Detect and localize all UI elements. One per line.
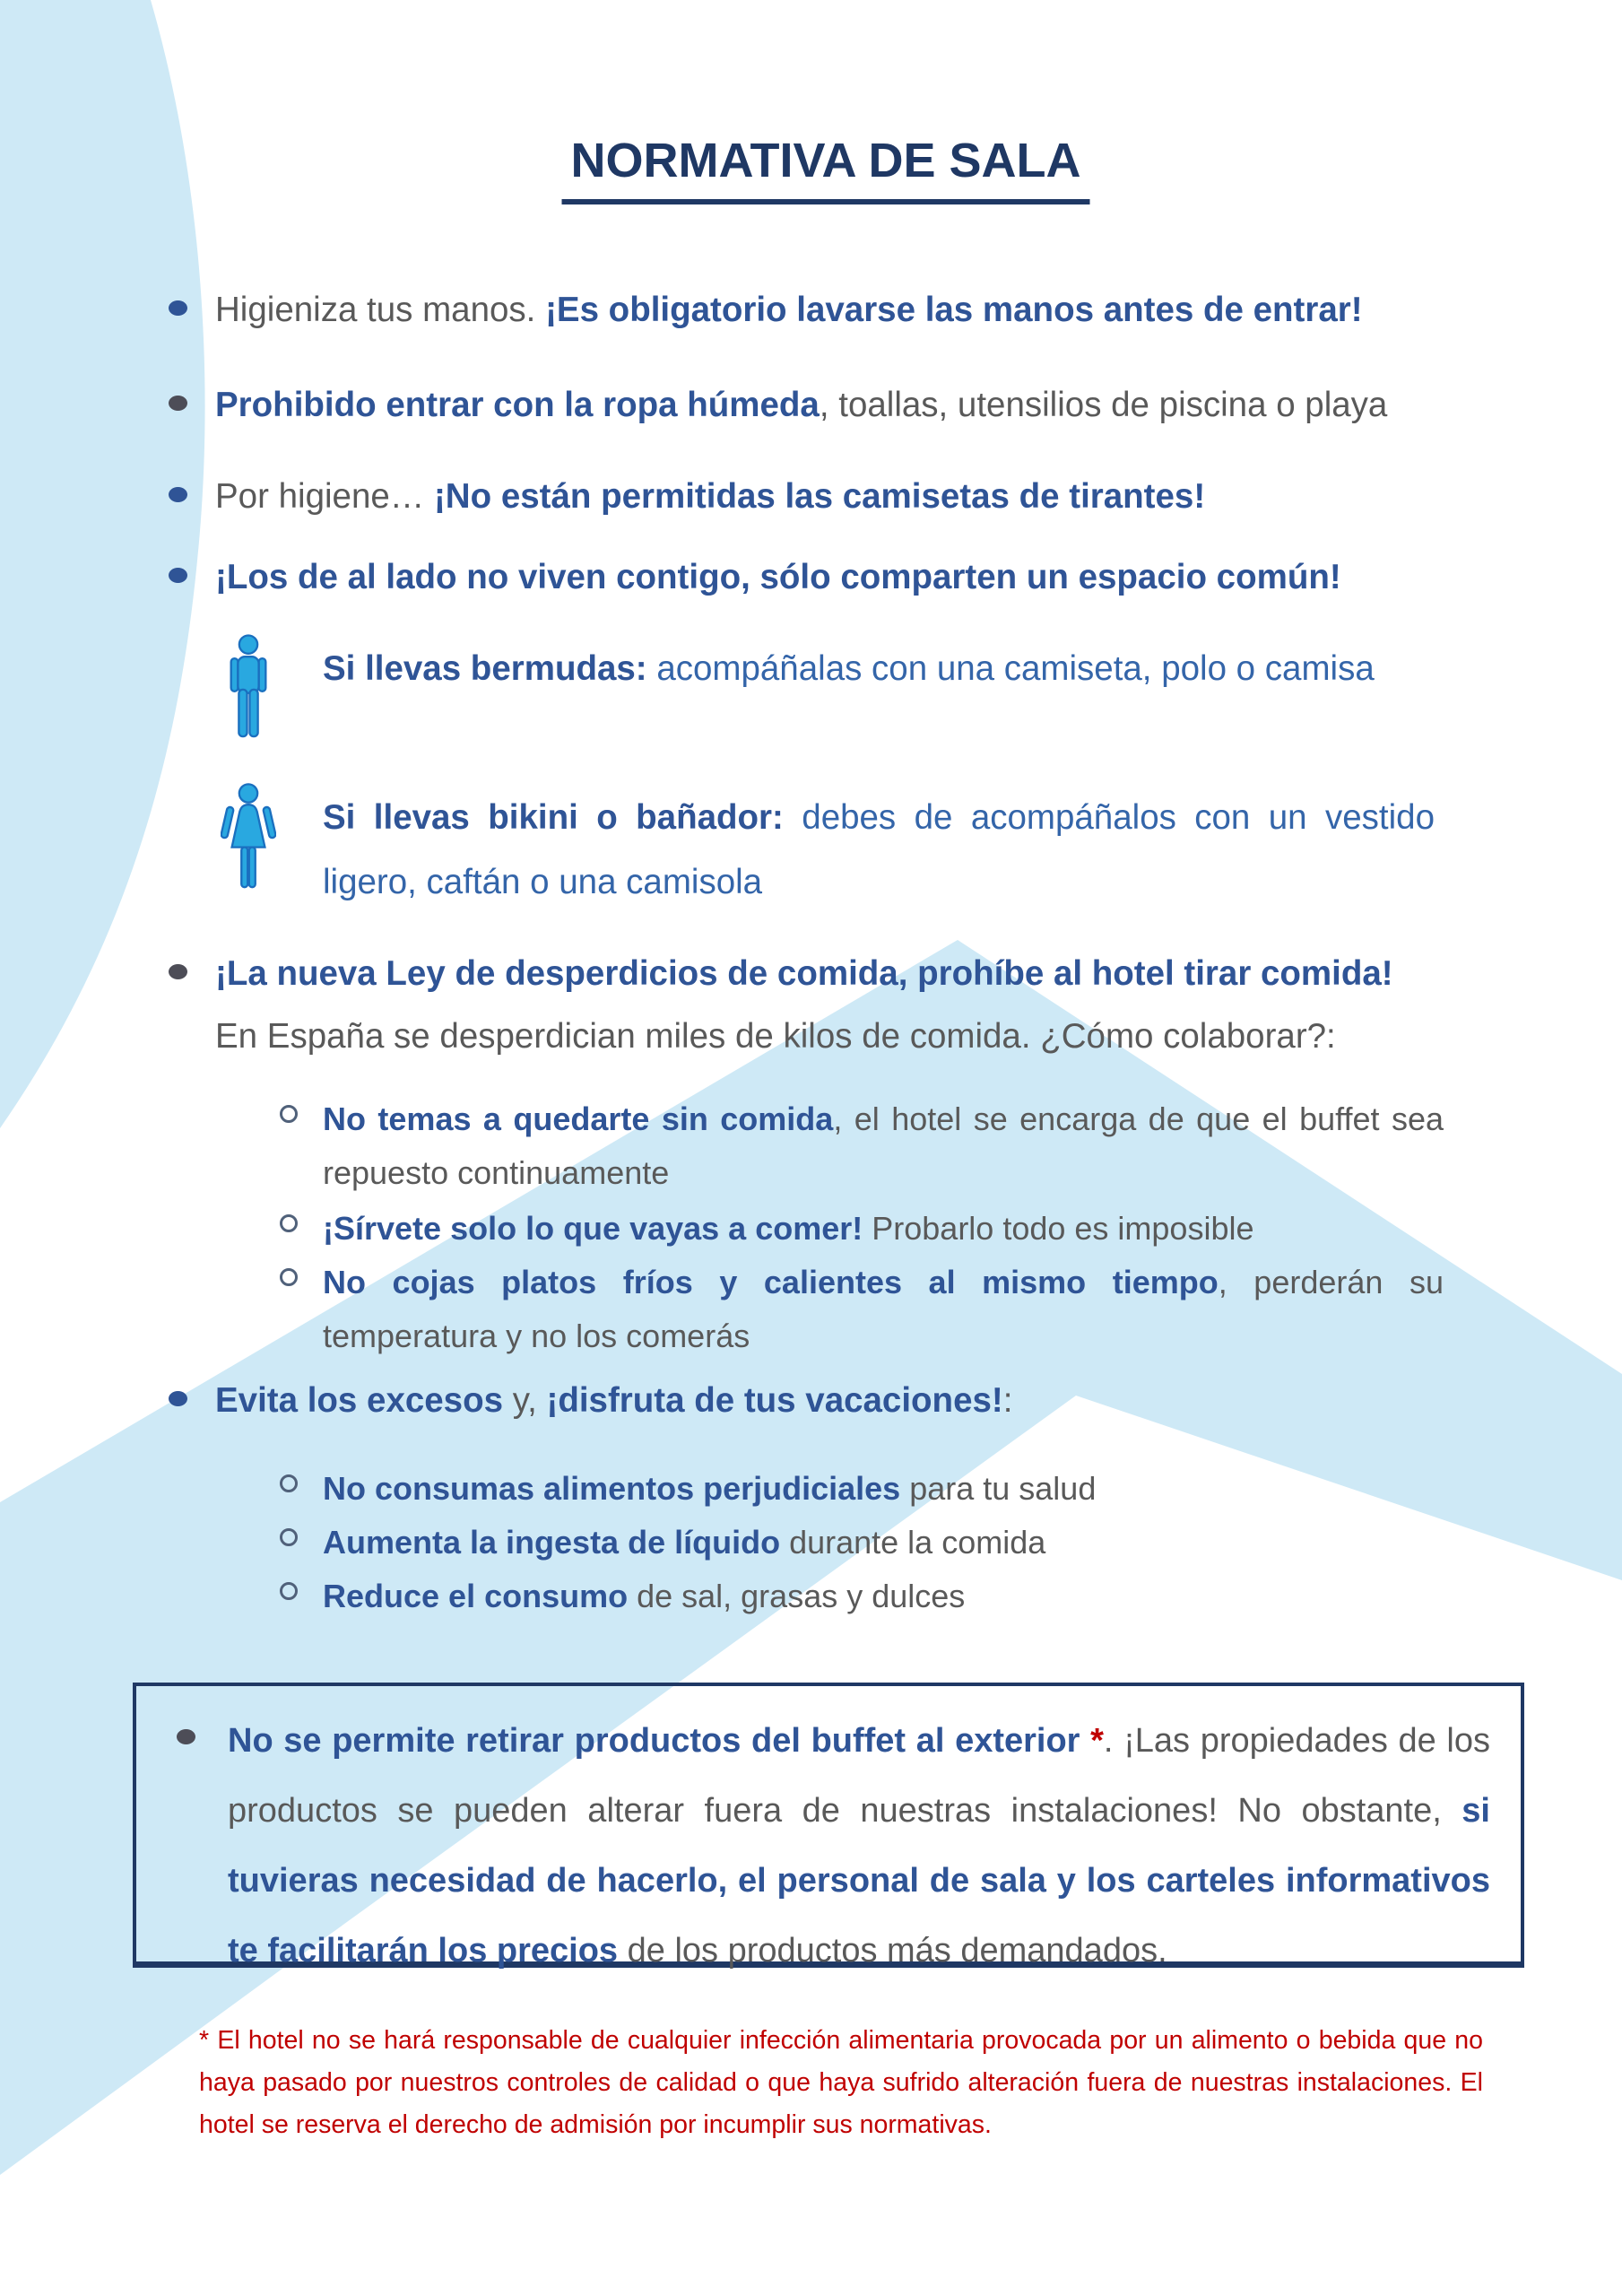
text-segment: y, <box>503 1381 547 1420</box>
text-segment: . <box>1103 1722 1124 1760</box>
no-takeout-text <box>228 1706 1490 1986</box>
text-segment: No cojas platos fríos y calientes al mismo tiempo <box>323 1264 1219 1300</box>
rule-text <box>215 384 1488 427</box>
rule-text <box>323 1100 1444 1191</box>
text-segment: ¡disfruta de tus vacaciones! <box>546 1381 1003 1420</box>
text-segment: si tuvieras necesidad de hacerlo, el personal de sala y los carteles informativos te facilitarán los precios <box>228 1792 1490 1970</box>
bullet-dot <box>169 396 187 411</box>
text-segment: durante la comida <box>780 1524 1046 1561</box>
rule-text <box>323 1470 1096 1507</box>
bullet-dot <box>169 568 187 583</box>
subrule-reduce-salt <box>323 1570 1444 1623</box>
rule-food-waste-law <box>215 952 1488 996</box>
woman-icon <box>221 782 276 891</box>
circle-bullet <box>280 1528 298 1546</box>
rule-hand-hygiene <box>215 289 1488 332</box>
rule-text <box>323 1578 965 1614</box>
subrule-buffet-restock <box>323 1092 1444 1200</box>
text-segment: Evita los excesos <box>215 1381 504 1420</box>
subrule-liquid-intake <box>323 1516 1444 1570</box>
rule-text <box>323 798 1435 901</box>
text-segment: No temas a quedarte sin comida <box>323 1100 834 1137</box>
bullet-dot <box>169 964 187 979</box>
rule-text <box>215 556 1488 599</box>
text-segment: ¡Los de al lado no viven contigo, sólo comparten un espacio común! <box>215 558 1341 596</box>
text-segment: , perderán su temperatura y no los comerás <box>323 1264 1444 1354</box>
rule-avoid-excess <box>215 1379 1488 1422</box>
rule-text <box>215 1379 1488 1422</box>
rule-bikini <box>323 786 1435 915</box>
text-segment: , toallas, utensilios de piscina o playa <box>819 386 1388 424</box>
rule-bermudas <box>323 637 1435 701</box>
bullet-dot <box>169 487 187 502</box>
text-segment: No consumas alimentos perjudiciales <box>323 1470 901 1507</box>
top-left-blob-shape <box>0 0 205 1128</box>
text-segment: ¡No están permitidas las camisetas de tirantes! <box>433 477 1206 516</box>
subrule-harmful-foods <box>323 1462 1444 1516</box>
text-segment: Reduce el consumo <box>323 1578 629 1614</box>
subrule-hot-cold-plates <box>323 1256 1444 1363</box>
text-segment: debes de acompáñalos con un vestido ligero, caftán o una camisola <box>323 798 1435 901</box>
text-segment: * <box>1090 1722 1104 1760</box>
bullet-dot <box>177 1729 195 1744</box>
man-icon <box>222 633 274 741</box>
rule-text <box>323 1210 1253 1247</box>
text-segment: Probarlo todo es imposible <box>872 1210 1254 1247</box>
text-segment: ¡La nueva Ley de desperdicios de comida, prohíbe al hotel tirar comida! <box>215 954 1393 993</box>
rule-text <box>323 1524 1045 1561</box>
bullet-dot <box>169 1391 187 1406</box>
circle-bullet <box>280 1474 298 1492</box>
rule-wet-clothes <box>215 384 1488 427</box>
text-segment: de los productos más demandados. <box>618 1932 1167 1970</box>
text-segment: : <box>1002 1381 1013 1420</box>
text-segment: Higieniza tus manos. <box>215 291 546 329</box>
rule-text <box>215 952 1488 996</box>
no-takeout-box <box>133 1683 1524 1968</box>
text-segment: En España se desperdician miles de kilos de comida. ¿Cómo colaborar?: <box>215 1017 1336 1056</box>
rule-text <box>215 475 1488 518</box>
text-segment: Si llevas bermudas: <box>323 649 657 688</box>
circle-bullet <box>280 1214 298 1232</box>
text-segment: Aumenta la ingesta de líquido <box>323 1524 781 1561</box>
subrule-serve-what-you-eat <box>323 1202 1444 1256</box>
rule-text <box>323 649 1375 688</box>
rule-text <box>323 1264 1444 1354</box>
rule-tank-tops <box>215 475 1488 518</box>
rule-text <box>215 289 1488 332</box>
liability-footnote: * El hotel no se hará responsable de cualquier infección alimentaria provocada por un alimento o bebida que no haya pasado por nuestros controles de calidad o que haya sufrido alteración fuera de nuestras instalaciones. El hotel se reserva el derecho de admisión por incumplir sus normativas. <box>199 2026 1483 2139</box>
circle-bullet <box>280 1582 298 1600</box>
text-segment: Si llevas bikini o bañador: <box>323 798 802 837</box>
text-segment: de sal, grasas y dulces <box>628 1578 966 1614</box>
text-segment: No se permite retirar productos del buffet al exterior <box>228 1722 1091 1760</box>
page-title: NORMATIVA DE SALA <box>562 133 1090 204</box>
food-waste-subtitle <box>215 1015 1488 1058</box>
text-segment: , el hotel se encarga de que el buffet sea repuesto continuamente <box>323 1100 1444 1191</box>
rule-shared-space <box>215 556 1488 599</box>
circle-bullet <box>280 1105 298 1123</box>
text-segment: ¡Las propiedades de los productos se pueden alterar fuera de nuestras instalaciones! No obstante, <box>228 1722 1490 1830</box>
text-segment: ¡Es obligatorio lavarse las manos antes de entrar! <box>545 291 1363 329</box>
text-segment: Prohibido entrar con la ropa húmeda <box>215 386 820 424</box>
text-segment: Por higiene… <box>215 477 434 516</box>
text-segment: ¡Sírvete solo lo que vayas a comer! <box>323 1210 872 1247</box>
circle-bullet <box>280 1268 298 1286</box>
text-segment: para tu salud <box>900 1470 1097 1507</box>
text-segment: acompáñalas con una camiseta, polo o camisa <box>656 649 1375 688</box>
bullet-dot <box>169 300 187 316</box>
rule-text <box>215 1015 1488 1058</box>
